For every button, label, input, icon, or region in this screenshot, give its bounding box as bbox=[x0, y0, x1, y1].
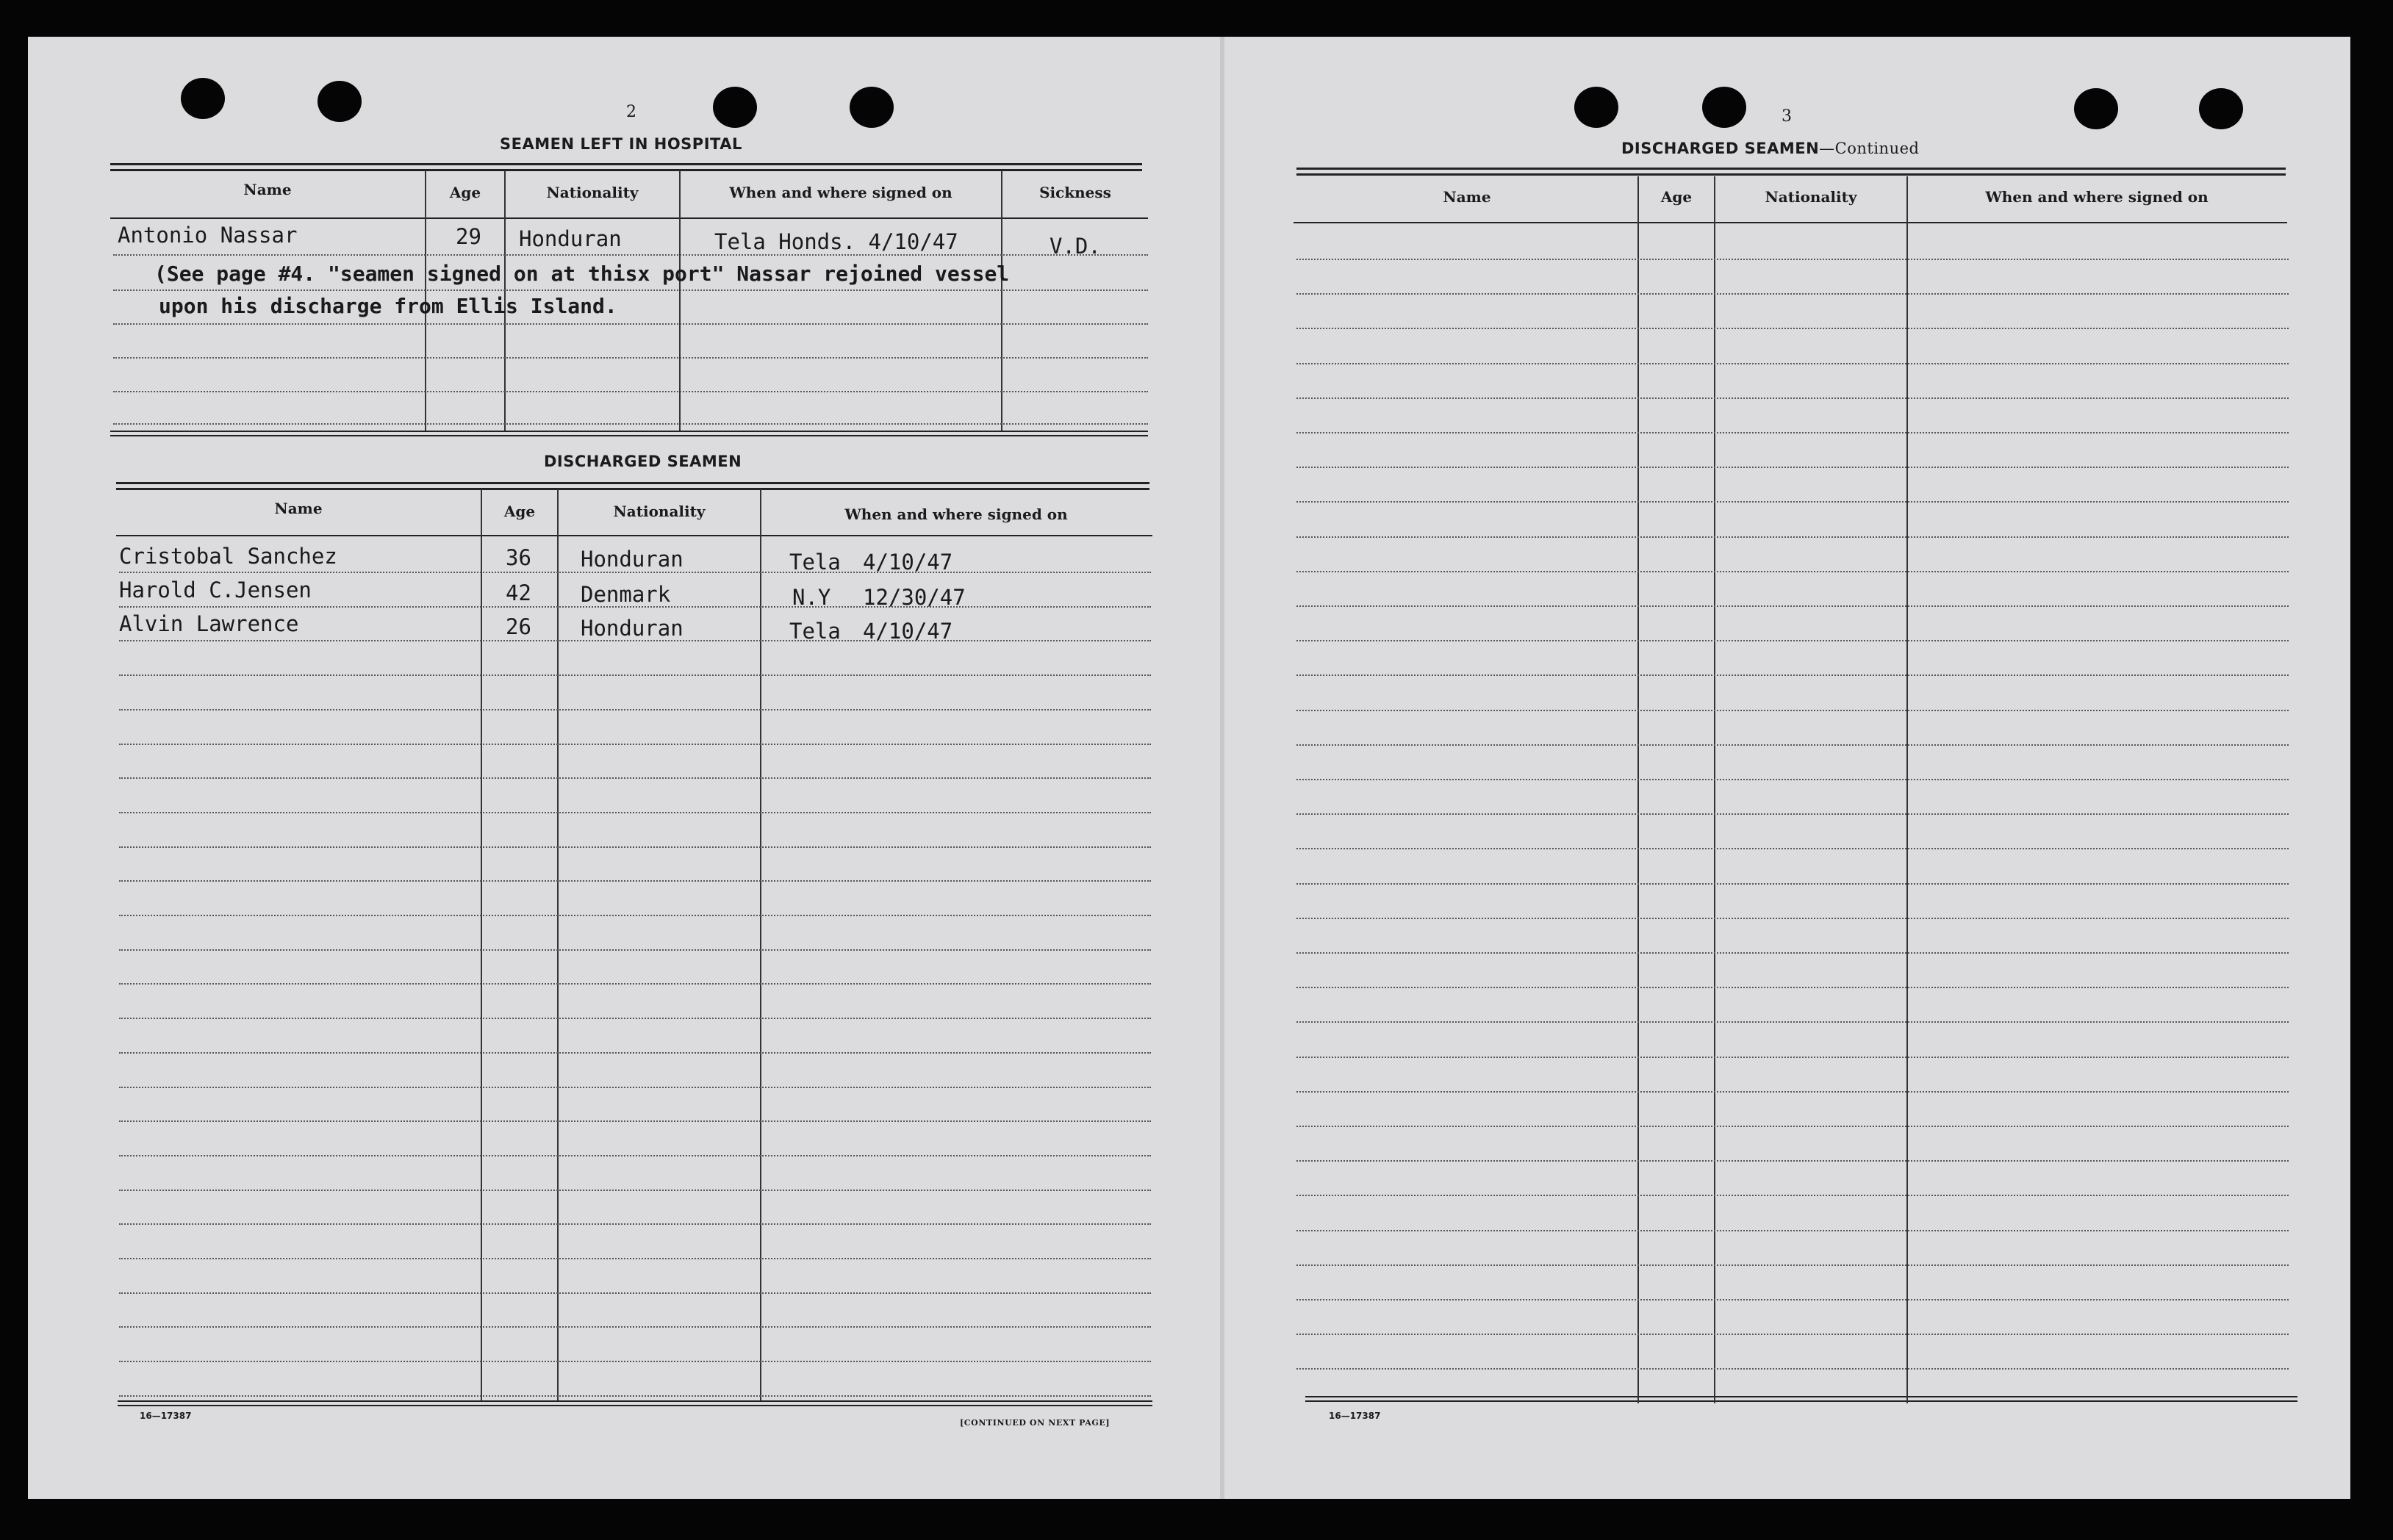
punch-hole bbox=[181, 78, 225, 119]
right-col-divider bbox=[1637, 176, 1639, 1403]
discharged-name: Cristobal Sanchez bbox=[119, 544, 337, 569]
discharged-place: Tela bbox=[789, 619, 841, 644]
row-line bbox=[1296, 1368, 2289, 1370]
hospital-name: Antonio Nassar bbox=[118, 223, 298, 248]
row-line bbox=[1296, 1091, 2289, 1093]
row-line bbox=[1296, 883, 2289, 885]
hospital-note-line1: (See page #4. "seamen signed on at thisx port" Nassar rejoined vessel bbox=[154, 262, 1010, 286]
discharged-age: 42 bbox=[506, 580, 531, 605]
discharged-top-rule bbox=[116, 482, 1149, 484]
right-form-number: 16—17387 bbox=[1329, 1411, 1381, 1421]
row-line bbox=[1296, 674, 2289, 676]
discharged-col-divider bbox=[760, 489, 761, 1400]
left-form-number: 16—17387 bbox=[140, 1411, 192, 1421]
hospital-header-signed-on: When and where signed on bbox=[729, 184, 952, 201]
right-title-main: DISCHARGED SEAMEN bbox=[1621, 140, 1820, 157]
row-line bbox=[119, 674, 1151, 676]
punch-hole bbox=[317, 81, 362, 122]
hospital-note-line2: upon his discharge from Ellis Island. bbox=[159, 294, 617, 318]
row-line bbox=[119, 983, 1151, 985]
row-line bbox=[119, 1155, 1151, 1156]
hospital-top-rule bbox=[110, 163, 1142, 165]
right-header-rule bbox=[1294, 222, 2287, 223]
row-line bbox=[1296, 536, 2289, 538]
discharged-nationality: Honduran bbox=[581, 547, 684, 572]
right-title-cont: —Continued bbox=[1819, 140, 1920, 157]
row-line bbox=[1296, 848, 2289, 849]
row-line bbox=[1296, 1230, 2289, 1231]
discharged-header-signed-on: When and where signed on bbox=[844, 505, 1068, 523]
row-line bbox=[1296, 1195, 2289, 1196]
discharged-date: 4/10/47 bbox=[863, 619, 953, 644]
row-line bbox=[1296, 1299, 2289, 1300]
row-line bbox=[1296, 952, 2289, 954]
row-line bbox=[1296, 710, 2289, 711]
row-line bbox=[1296, 328, 2289, 329]
hospital-top-rule-2 bbox=[110, 169, 1142, 171]
row-line bbox=[1296, 918, 2289, 919]
row-line bbox=[1296, 501, 2289, 503]
hospital-sickness: V.D. bbox=[1050, 234, 1101, 259]
discharged-header-rule bbox=[116, 535, 1152, 536]
right-top-rule-2 bbox=[1296, 173, 2286, 176]
row-line bbox=[1296, 293, 2289, 295]
hospital-title: SEAMEN LEFT IN HOSPITAL bbox=[500, 135, 742, 153]
row-line bbox=[119, 1223, 1151, 1225]
hospital-header-age: Age bbox=[449, 184, 481, 201]
hospital-row-line bbox=[113, 323, 1148, 325]
row-line bbox=[119, 744, 1151, 745]
discharged-age: 26 bbox=[506, 614, 531, 639]
row-line bbox=[119, 880, 1151, 882]
row-line bbox=[119, 1052, 1151, 1054]
discharged-place: N.Y bbox=[792, 585, 831, 610]
punch-hole bbox=[850, 87, 894, 128]
discharged-name: Harold C.Jensen bbox=[119, 578, 312, 602]
right-col-divider bbox=[1906, 176, 1908, 1403]
punch-hole bbox=[1574, 87, 1618, 128]
right-page-number: 3 bbox=[1782, 107, 1792, 126]
row-line bbox=[1296, 467, 2289, 468]
discharged-header-name: Name bbox=[274, 500, 323, 517]
row-line bbox=[1296, 779, 2289, 780]
discharged-header-age: Age bbox=[503, 503, 536, 520]
row-line bbox=[119, 1361, 1151, 1362]
row-line bbox=[119, 572, 1151, 573]
row-line bbox=[1296, 744, 2289, 746]
row-line bbox=[1296, 259, 2289, 260]
row-line bbox=[119, 949, 1151, 951]
discharged-name: Alvin Lawrence bbox=[119, 611, 299, 636]
right-header-age: Age bbox=[1660, 188, 1693, 206]
row-line bbox=[119, 915, 1151, 916]
right-col-divider bbox=[1714, 176, 1715, 1403]
row-line bbox=[1296, 605, 2289, 607]
row-line bbox=[119, 1087, 1151, 1088]
row-line bbox=[119, 1120, 1151, 1122]
row-line bbox=[1296, 432, 2289, 433]
row-line bbox=[1296, 1021, 2289, 1023]
right-bottom-rule bbox=[1305, 1396, 2297, 1397]
discharged-nationality: Honduran bbox=[581, 616, 684, 641]
right-header-signed-on: When and where signed on bbox=[1985, 188, 2209, 206]
row-line bbox=[119, 1190, 1151, 1191]
hospital-row-line bbox=[113, 391, 1148, 392]
discharged-col-divider bbox=[481, 489, 482, 1400]
row-line bbox=[119, 1326, 1151, 1328]
punch-hole bbox=[2074, 88, 2118, 129]
discharged-bottom-rule-2 bbox=[118, 1405, 1152, 1406]
hospital-row-line bbox=[113, 289, 1148, 291]
discharged-place: Tela bbox=[789, 550, 841, 575]
discharged-date: 4/10/47 bbox=[863, 550, 953, 575]
hospital-bottom-rule bbox=[110, 431, 1148, 432]
row-line bbox=[119, 1292, 1151, 1294]
row-line bbox=[1296, 1334, 2289, 1335]
hospital-age: 29 bbox=[456, 224, 481, 249]
row-line bbox=[119, 1018, 1151, 1019]
right-top-rule bbox=[1296, 168, 2286, 170]
right-bottom-rule-2 bbox=[1305, 1400, 2297, 1402]
row-line bbox=[1296, 571, 2289, 572]
discharged-top-rule-2 bbox=[116, 488, 1149, 490]
row-line bbox=[1296, 397, 2289, 399]
row-line bbox=[1296, 987, 2289, 988]
discharged-header-nationality: Nationality bbox=[613, 503, 706, 520]
row-line bbox=[1296, 640, 2289, 641]
row-line bbox=[119, 846, 1151, 848]
hospital-signed-on: Tela Honds. 4/10/47 bbox=[714, 229, 958, 254]
document-sheet bbox=[28, 37, 2350, 1499]
row-line bbox=[119, 709, 1151, 710]
hospital-bottom-rule-2 bbox=[110, 435, 1148, 436]
row-line bbox=[1296, 1264, 2289, 1266]
discharged-col-divider bbox=[557, 489, 559, 1400]
punch-hole bbox=[713, 87, 757, 128]
hospital-header-nationality: Nationality bbox=[546, 184, 639, 201]
discharged-title: DISCHARGED SEAMEN bbox=[544, 453, 742, 470]
hospital-header-sickness: Sickness bbox=[1039, 184, 1111, 201]
row-line bbox=[1296, 1160, 2289, 1162]
page-fold bbox=[1220, 37, 1224, 1499]
punch-hole bbox=[1702, 87, 1746, 128]
discharged-bottom-rule bbox=[118, 1400, 1152, 1402]
row-line bbox=[1296, 813, 2289, 815]
hospital-header-name: Name bbox=[243, 181, 292, 198]
right-header-name: Name bbox=[1443, 188, 1491, 206]
hospital-row-line bbox=[113, 357, 1148, 359]
row-line bbox=[1296, 1057, 2289, 1058]
punch-hole bbox=[2199, 88, 2243, 129]
hospital-row-line bbox=[113, 254, 1148, 256]
discharged-age: 36 bbox=[506, 545, 531, 570]
row-line bbox=[1296, 363, 2289, 364]
right-title bbox=[1621, 140, 1919, 157]
row-line bbox=[119, 1395, 1151, 1397]
continued-on-next-page: [CONTINUED ON NEXT PAGE] bbox=[960, 1418, 1111, 1428]
hospital-row-line bbox=[113, 423, 1148, 425]
row-line bbox=[119, 812, 1151, 813]
row-line bbox=[119, 1258, 1151, 1259]
row-line bbox=[119, 777, 1151, 779]
hospital-nationality: Honduran bbox=[519, 226, 622, 251]
right-header-nationality: Nationality bbox=[1765, 188, 1857, 206]
hospital-header-rule bbox=[110, 217, 1148, 219]
left-page-number: 2 bbox=[626, 103, 636, 121]
discharged-date: 12/30/47 bbox=[863, 585, 966, 610]
discharged-nationality: Denmark bbox=[581, 582, 671, 607]
row-line bbox=[1296, 1126, 2289, 1127]
